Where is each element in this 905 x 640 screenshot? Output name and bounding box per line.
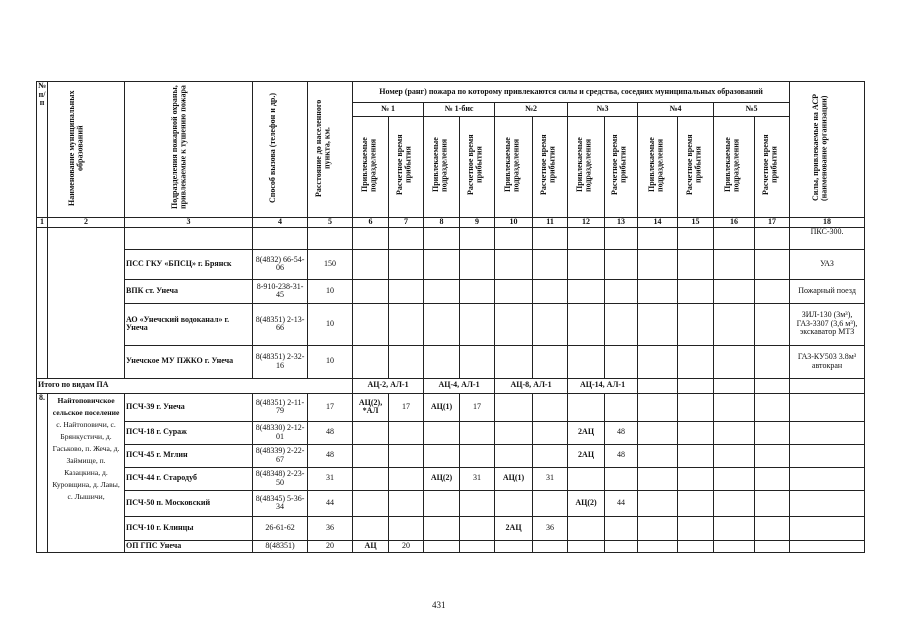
totals-rank-2: АЦ-8, АЛ-1	[495, 378, 568, 393]
rank3-time	[605, 540, 638, 552]
table-row	[37, 467, 865, 490]
rank2-units: 2АЦ	[495, 516, 533, 540]
table-row	[37, 540, 865, 552]
unit-cell: ПСЧ-45 г. Мглин	[125, 444, 253, 467]
colnum-cell: 6	[353, 217, 389, 227]
colnum-cell: 3	[125, 217, 253, 227]
fire-resources-table	[36, 81, 865, 553]
rank1bis-units	[424, 490, 460, 516]
table-row	[37, 516, 865, 540]
asr-cell: ПКС-300.	[790, 227, 865, 249]
asr-cell: Пожарный поезд	[790, 279, 865, 303]
distance-cell: 150	[308, 249, 353, 279]
rank-2: №2	[495, 103, 568, 117]
distance-cell: 44	[308, 490, 353, 516]
phone-cell: 8(48330) 2-12-01	[253, 421, 308, 444]
distance-cell: 36	[308, 516, 353, 540]
sub-time-r3: Расчетное время прибытия	[605, 117, 638, 218]
colnum-cell: 5	[308, 217, 353, 227]
asr-cell: УАЗ	[790, 249, 865, 279]
phone-cell: 8(48351) 2-11-79	[253, 393, 308, 421]
colnum-cell: 12	[568, 217, 605, 227]
rank1-units	[353, 490, 389, 516]
rank1-time	[389, 467, 424, 490]
sub-units-r4: Привлекаемые подразделения	[638, 117, 678, 218]
rank1bis-units	[424, 444, 460, 467]
rank1bis-time: 31	[460, 467, 495, 490]
colnum-cell: 16	[714, 217, 755, 227]
rank1-time: 17	[389, 393, 424, 421]
rank1bis-time	[460, 444, 495, 467]
rank1-time	[389, 516, 424, 540]
rank2-time	[533, 540, 568, 552]
table-row	[37, 490, 865, 516]
rank2-time: 31	[533, 467, 568, 490]
unit-cell: Унечское МУ ПЖКО г. Унеча	[125, 345, 253, 378]
totals-label: Итого по видам ПА	[37, 378, 353, 393]
totals-rank-1-bis: АЦ-4, АЛ-1	[424, 378, 495, 393]
phone-cell: 8-910-238-31-45	[253, 279, 308, 303]
rank2-units	[495, 490, 533, 516]
distance-cell: 20	[308, 540, 353, 552]
rank-1-bis: № 1-бис	[424, 103, 495, 117]
rank1bis-units	[424, 516, 460, 540]
unit-cell: ПСЧ-44 г. Стародуб	[125, 467, 253, 490]
table-row	[37, 345, 865, 378]
rank2-time	[533, 490, 568, 516]
rank3-units	[568, 393, 605, 421]
phone-cell: 8(48339) 2-22-67	[253, 444, 308, 467]
unit-cell: ПСЧ-18 г. Сураж	[125, 421, 253, 444]
rank3-time: 48	[605, 421, 638, 444]
phone-cell: 8(48351)	[253, 540, 308, 552]
rank-3: №3	[568, 103, 638, 117]
rank1-units	[353, 421, 389, 444]
rank3-units	[568, 516, 605, 540]
unit-cell: ПСС ГКУ «БПСЦ» г. Брянск	[125, 249, 253, 279]
rank1bis-units: АЦ(2)	[424, 467, 460, 490]
colnum-cell: 9	[460, 217, 495, 227]
distance-cell: 10	[308, 279, 353, 303]
rank3-time: 48	[605, 444, 638, 467]
rank1bis-time	[460, 490, 495, 516]
distance-cell: 48	[308, 421, 353, 444]
header-rank-group: Номер (ранг) пожара по которому привлекаются силы и средства, соседних муниципальных образований	[353, 82, 790, 103]
table-row	[37, 393, 865, 421]
phone-cell: 8(4832) 66-54-06	[253, 249, 308, 279]
colnum-cell: 4	[253, 217, 308, 227]
unit-cell: ВПК ст. Унеча	[125, 279, 253, 303]
rank1-units	[353, 444, 389, 467]
rank1bis-time	[460, 540, 495, 552]
header-num: № п/п	[37, 82, 48, 218]
rank1-time: 20	[389, 540, 424, 552]
sub-units-r5: Привлекаемые подразделения	[714, 117, 755, 218]
blank-cell	[37, 227, 48, 378]
rank3-time: 44	[605, 490, 638, 516]
header-call-method: Способ вызова (телефон и др.)	[253, 82, 308, 218]
rank-5: №5	[714, 103, 790, 117]
rank1-units	[353, 467, 389, 490]
rank1-units: АЦ	[353, 540, 389, 552]
phone-cell: 8(48345) 5-36-34	[253, 490, 308, 516]
table-row	[37, 279, 865, 303]
totals-rank-1: АЦ-2, АЛ-1	[353, 378, 424, 393]
asr-cell: ЗИЛ-130 (3м³), ГАЗ-3307 (3,6 м³), экскаватор МТЗ	[790, 303, 865, 345]
rank2-time	[533, 393, 568, 421]
sub-units-r1: Привлекаемые подразделения	[353, 117, 389, 218]
section-name: Найтоповичское сельское поселение	[52, 395, 120, 417]
totals-rank-3: АЦ-14, АЛ-1	[568, 378, 638, 393]
rank3-time	[605, 516, 638, 540]
colnum-cell: 18	[790, 217, 865, 227]
header-asr: Силы, привлекаемые на АСР (наименование организации)	[790, 82, 865, 218]
table-row	[37, 303, 865, 345]
rank2-units: АЦ(1)	[495, 467, 533, 490]
rank1-time	[389, 490, 424, 516]
colnum-cell: 13	[605, 217, 638, 227]
sub-units-r3: Привлекаемые подразделения	[568, 117, 605, 218]
rank-4: №4	[638, 103, 714, 117]
header-distance: Расстояние до населенного пункта, км.	[308, 82, 353, 218]
blank-cell	[48, 227, 125, 378]
rank1-time	[389, 421, 424, 444]
colnum-cell: 1	[37, 217, 48, 227]
table-row	[37, 249, 865, 279]
page-number: 431	[432, 600, 446, 610]
unit-cell: АО «Унечский водоканал» г. Унеча	[125, 303, 253, 345]
colnum-cell: 14	[638, 217, 678, 227]
rank1bis-time	[460, 421, 495, 444]
table-row	[37, 421, 865, 444]
sub-time-r1: Расчетное время прибытия	[389, 117, 424, 218]
unit-cell: ОП ГПС Унеча	[125, 540, 253, 552]
rank3-units	[568, 467, 605, 490]
rank1bis-units	[424, 421, 460, 444]
rank2-units	[495, 393, 533, 421]
header-municipality: Наименование муниципальных образований	[48, 82, 125, 218]
totals-row	[37, 378, 865, 393]
rank1-time	[389, 444, 424, 467]
colnum-cell: 2	[48, 217, 125, 227]
colnum-cell: 17	[755, 217, 790, 227]
distance-cell	[308, 227, 353, 249]
rank2-units	[495, 421, 533, 444]
rank2-time	[533, 421, 568, 444]
phone-cell: 8(48351) 2-32-16	[253, 345, 308, 378]
phone-cell	[253, 227, 308, 249]
rank2-time	[533, 444, 568, 467]
sub-time-r4: Расчетное время прибытия	[678, 117, 714, 218]
distance-cell: 10	[308, 345, 353, 378]
phone-cell: 8(48348) 2-23-50	[253, 467, 308, 490]
colnum-cell: 15	[678, 217, 714, 227]
rank1-units	[353, 516, 389, 540]
column-number-row	[37, 217, 865, 227]
rank1bis-units	[424, 540, 460, 552]
rank1bis-time	[460, 516, 495, 540]
rank3-units	[568, 540, 605, 552]
table-row	[37, 227, 865, 249]
header-units: Подразделения пожарной охраны, привлекаемые к тушению пожара	[125, 82, 253, 218]
unit-cell: ПСЧ-10 г. Клинцы	[125, 516, 253, 540]
rank3-units: АЦ(2)	[568, 490, 605, 516]
distance-cell: 10	[308, 303, 353, 345]
section-name-cell	[48, 393, 125, 552]
phone-cell: 26-61-62	[253, 516, 308, 540]
rank3-time	[605, 393, 638, 421]
rank3-units: 2АЦ	[568, 421, 605, 444]
sub-units-r2: Привлекаемые подразделения	[495, 117, 533, 218]
rank1bis-units: АЦ(1)	[424, 393, 460, 421]
rank3-units: 2АЦ	[568, 444, 605, 467]
rank1bis-time: 17	[460, 393, 495, 421]
sub-time-r1bis: Расчетное время прибытия	[460, 117, 495, 218]
section-number: 8.	[37, 393, 48, 552]
colnum-cell: 8	[424, 217, 460, 227]
rank1-units: АЦ(2), *АЛ	[353, 393, 389, 421]
sub-units-r1bis: Привлекаемые подразделения	[424, 117, 460, 218]
unit-cell: ПСЧ-39 г. Унеча	[125, 393, 253, 421]
colnum-cell: 11	[533, 217, 568, 227]
unit-cell	[125, 227, 253, 249]
rank2-units	[495, 540, 533, 552]
section-settlements: с. Найтоповичи, с. Брянкустичи, д. Гаськово, п. Жеча, д. Займище, п. Казацкина, д. Куровщина, д. Лавы, с. Лышичи,	[52, 419, 120, 501]
sub-time-r5: Расчетное время прибытия	[755, 117, 790, 218]
rank3-time	[605, 467, 638, 490]
rank-1: № 1	[353, 103, 424, 117]
table-row	[37, 444, 865, 467]
distance-cell: 31	[308, 467, 353, 490]
rank2-units	[495, 444, 533, 467]
distance-cell: 48	[308, 444, 353, 467]
distance-cell: 17	[308, 393, 353, 421]
colnum-cell: 7	[389, 217, 424, 227]
sub-time-r2: Расчетное время прибытия	[533, 117, 568, 218]
phone-cell: 8(48351) 2-13-66	[253, 303, 308, 345]
unit-cell: ПСЧ-50 п. Московский	[125, 490, 253, 516]
rank2-time: 36	[533, 516, 568, 540]
colnum-cell: 10	[495, 217, 533, 227]
asr-cell: ГАЗ-КУ503 3.8м³ автокран	[790, 345, 865, 378]
